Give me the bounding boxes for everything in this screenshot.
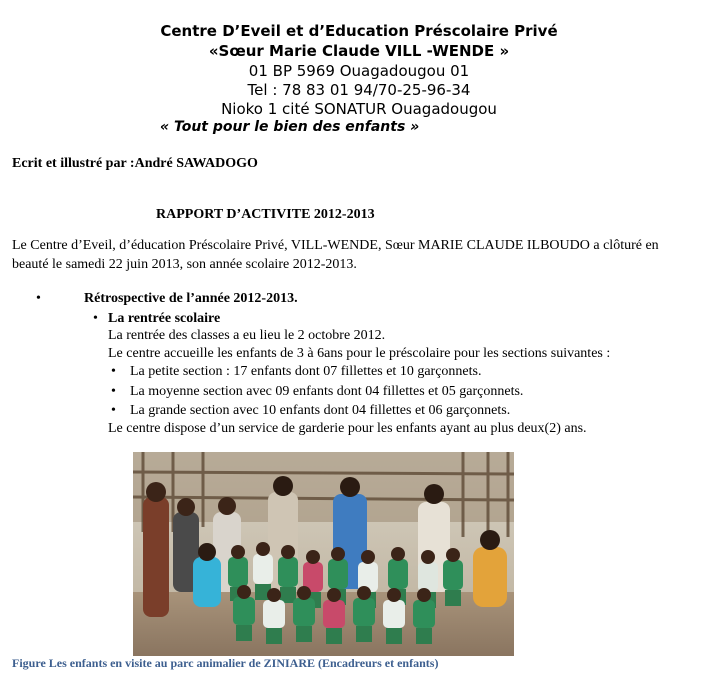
report-title: RAPPORT D’ACTIVITE 2012-2013 [156,207,375,222]
intro-line-1: Le Centre d’Eveil, d’éducation Préscolaire Privé, VILL-WENDE, Sœur MARIE CLAUDE ILBOUDO a clôturé en [12,238,659,253]
garderie-line: Le centre dispose d’un service de garderie pour les enfants ayant au plus deux(2) ans. [108,421,587,436]
figure-caption: Figure Les enfants en visite au parc animalier de ZINIARE (Encadreurs et enfants) [12,656,439,670]
intro-line-2: beauté le samedi 22 juin 2013, son année scolaire 2012-2013. [12,257,357,272]
section-title: Rétrospective de l’année 2012-2013. [84,291,298,306]
list-item-moyenne-section: La moyenne section avec 09 enfants dont 04 fillettes et 05 garçonnets. [130,384,524,399]
center-subname: «Sœur Marie Claude VILL -WENDE » [208,42,510,60]
postal-address: 01 BP 5969 Ouagadougou 01 [248,62,470,80]
location-address: Nioko 1 cité SONATUR Ouagadougou [221,100,497,118]
slogan: « Tout pour le bien des enfants » [160,119,420,135]
author-line: Ecrit et illustré par :André SAWADOGO [12,156,258,171]
center-name: Centre D’Eveil et d’Education Préscolaire Privé [160,22,558,40]
rentree-line: La rentrée des classes a eu lieu le 2 octobre 2012. [108,328,386,343]
accueil-line: Le centre accueille les enfants de 3 à 6ans pour le préscolaire pour les sections suivantes : [108,346,611,361]
list-item-bullet: • [111,384,116,399]
list-item-petite-section: La petite section : 17 enfants dont 07 fillettes et 10 garçonnets. [130,364,482,379]
list-item-bullet: • [111,364,116,379]
list-item-bullet: • [111,403,116,418]
group-photo [133,452,514,656]
subsection-title: La rentrée scolaire [108,311,221,326]
list-item-grande-section: La grande section avec 10 enfants dont 04 fillettes et 06 garçonnets. [130,403,511,418]
subsection-bullet: • [93,311,98,326]
section-bullet: • [36,291,41,306]
phone-number: Tel : 78 83 01 94/70-25-96-34 [247,81,471,99]
